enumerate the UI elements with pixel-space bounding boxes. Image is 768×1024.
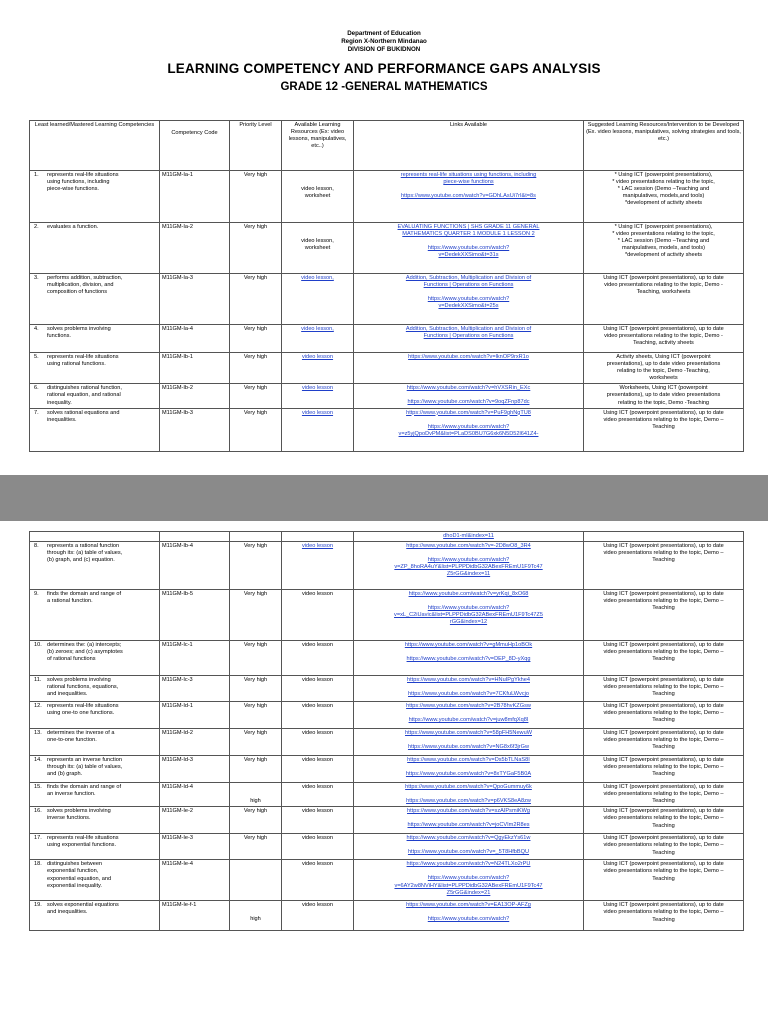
resource-link[interactable]: v=xL_C2iUavic&list=PLPPDidbG32ABexFREmU1F9Tc47Z5 [394, 612, 543, 619]
suggested-intervention: Worksheets, Using ICT (powerpoint presentations), up to date video presentations relating to the topic, Demo -Teaching [584, 384, 744, 408]
competency-text: and (b) graph. [47, 771, 83, 778]
resource-link[interactable]: https://www.youtube.com/watch?v=Ds5bTLNaS8I [407, 757, 530, 764]
resource-link[interactable]: https://www.youtube.com/watch? [427, 245, 510, 252]
priority-level: Very high [230, 834, 282, 860]
links-cell [354, 676, 584, 702]
competency-text: determines the inverse of a [47, 730, 115, 737]
competency-number: 17. [34, 835, 42, 842]
competency-number: 2. [34, 224, 39, 230]
competency-text: solves exponential equations [47, 902, 119, 909]
competency-cell [30, 676, 160, 702]
competency-text: represents real-life situations [47, 172, 119, 178]
competency-code: M11GM-Ib-5 [160, 590, 230, 641]
table-row [30, 384, 744, 408]
resource-link[interactable]: v=z5yjQpoDvPM&list=PLaDS0BU7G6xk6N5D52l641Z4- [398, 430, 539, 437]
competency-text: and inequalities. [47, 691, 88, 698]
resource-link[interactable]: https://www.youtube.com/watch?v=QgyEkzYs61w [406, 835, 531, 842]
suggested-intervention: Using ICT (powerpoint presentations), up to date video presentations relating to the topic, Demo – Teaching [584, 408, 744, 451]
resource-link[interactable]: https://www.youtube.com/watch?v=58pFH5NewuW [404, 730, 532, 737]
resource-link[interactable]: https://www.youtube.com/watch?v=QpoGummuy6k [405, 784, 532, 791]
suggested-intervention: Using ICT (powerpoint presentations), up to date video presentations relating to the topic, Demo – Teaching [584, 807, 744, 834]
competency-text: represents an inverse function [47, 757, 122, 764]
priority-level: Very high [230, 676, 282, 702]
continued-link[interactable]: dhoD1-mI&index=11 [443, 533, 494, 539]
competency-cell [30, 171, 160, 223]
learning-resource: video lesson [282, 702, 354, 729]
priority-level: Very high [230, 542, 282, 590]
resource-link[interactable]: https://www.youtube.com/watch?v=gMmuHp1oBOk [404, 642, 533, 649]
competency-number: 15. [34, 784, 42, 791]
division-name: DIVISION OF BUKIDNON [347, 46, 421, 53]
competency-code: M11GM-Ie-f-1 [160, 901, 230, 931]
competency-cell [30, 901, 160, 931]
resource-link[interactable]: https://www.youtube.com/watch?v=9oqZFnp87dc [407, 399, 530, 406]
competency-cell [30, 783, 160, 807]
col-header-competencies: Least learned/Mastered Learning Competencies [30, 121, 160, 171]
resource-link[interactable]: https://www.youtube.com/watch?v=juw8mfqXq8I [408, 717, 529, 724]
resource-link[interactable]: piece-wise functions [443, 179, 494, 186]
resource-link[interactable]: https://www.youtube.com/watch?v=8xTYGaF5B0A [405, 771, 532, 778]
competency-code: M11GM-Ie-4 [160, 860, 230, 901]
priority-level: Very high [230, 384, 282, 408]
priority-level [230, 860, 282, 901]
resource-link[interactable]: Z5rGG&index=21 [446, 889, 491, 896]
table-row [30, 274, 744, 325]
competency-text: an inverse function. [47, 791, 96, 798]
competency-table [29, 120, 744, 452]
competency-cell [30, 641, 160, 676]
competency-cell [30, 408, 160, 451]
resource-link[interactable]: https://www.youtube.com/watch?v=DEP_8D-yXqg [406, 656, 531, 663]
competency-text: composition of functions [47, 289, 108, 296]
competency-number: 13. [34, 730, 42, 737]
resource-link[interactable]: https://www.youtube.com/watch? [427, 557, 510, 564]
learning-resource: video lesson [282, 783, 354, 807]
competency-code: M11GM-Id-1 [160, 702, 230, 729]
learning-resource: video lesson [282, 676, 354, 702]
competency-text: (b) zeroes; and (c) asymptotes [47, 649, 123, 656]
competency-text: using one-to one functions. [47, 710, 115, 717]
competency-text: one-to-one function. [47, 737, 97, 744]
competency-number: 16. [34, 808, 42, 815]
competency-number: 7. [34, 409, 39, 416]
resource-link[interactable]: https://www.youtube.com/watch?v=joCVIm2R8es [407, 822, 530, 829]
priority-level: Very high [230, 702, 282, 729]
priority-level: Very high [230, 353, 282, 384]
competency-text: through its: (a) table of values, [47, 764, 123, 771]
table-row [30, 542, 744, 590]
competency-code: M11GM-Ia-4 [160, 325, 230, 353]
competency-text: represents a rational function [47, 543, 120, 550]
competency-number: 14. [34, 757, 42, 764]
competency-cell [30, 353, 160, 384]
suggested-intervention: Using ICT (powerpoint presentations), up to date video presentations relating to the topic, Demo – Teaching [584, 756, 744, 783]
resource-link[interactable]: v=ZP_8hoRA4uY&list=PLPPDidbG32ABexFREmU1F9Tc47 [394, 564, 543, 571]
competency-cell [30, 542, 160, 590]
table-row [30, 807, 744, 834]
competency-text: finds the domain and range of [47, 784, 122, 791]
competency-cell [30, 756, 160, 783]
competency-number: 5. [34, 354, 39, 360]
priority-level: high [230, 901, 282, 931]
suggested-intervention: Using ICT (powerpoint presentations), up to date video presentations relating to the topic, Demo – Teaching [584, 783, 744, 807]
priority-level: Very high [230, 223, 282, 274]
learning-resource[interactable]: video lesson [282, 542, 354, 590]
competency-number: 12. [34, 703, 42, 710]
competency-text: using functions, including [47, 179, 110, 186]
competency-code: M11GM-Ia-2 [160, 223, 230, 274]
competency-text: solves problems involving [47, 326, 111, 332]
resource-link[interactable]: rGG&index=12 [449, 619, 488, 626]
resource-link[interactable]: https://www.youtube.com/watch? [427, 875, 510, 882]
competency-code: M11GM-Id-2 [160, 729, 230, 756]
priority-level: Very high [230, 756, 282, 783]
grade-subtitle: GRADE 12 -GENERAL MATHEMATICS [280, 81, 488, 93]
learning-resource: video lesson [282, 807, 354, 834]
competency-text: performs addition, subtraction, [47, 275, 123, 281]
learning-resource: video lesson [282, 641, 354, 676]
document-title: LEARNING COMPETENCY AND PERFORMANCE GAPS ANALYSIS [167, 61, 601, 76]
table-header-row [30, 121, 744, 171]
resource-link[interactable]: https://www.youtube.com/watch? [427, 423, 510, 430]
competency-number: 1. [34, 172, 39, 178]
suggested-intervention: Using ICT (powerpoint presentations), up to date video presentations relating to the topic, Demo – Teaching [584, 702, 744, 729]
links-cell [354, 384, 584, 408]
document-header [0, 0, 768, 93]
col-header-suggested: Suggested Learning Resources/Intervention to be Developed (Ex. video lessons, manipulatives, solving strategies and tools, etc.) [584, 121, 744, 171]
competency-code: M11GM-Ib-1 [160, 353, 230, 384]
resource-link[interactable]: https://www.youtube.com/watch?v=7CKfuLWvcjo [408, 691, 529, 698]
priority-level: Very high [230, 171, 282, 223]
resource-link[interactable]: Functions | Operations on Functions [423, 282, 514, 289]
links-cell [354, 590, 584, 641]
competency-code: M11GM-Ib-4 [160, 542, 230, 590]
links-cell [354, 325, 584, 353]
competency-code: M11GM-Ia-3 [160, 274, 230, 325]
competency-text: represents real-life situations [47, 703, 119, 710]
suggested-intervention: * Using ICT (powerpoint presentations), * video presentations relating to the topic, * LAC session (Demo –Teaching and manipulatives, models,and tools) *development of activity sheets [584, 171, 744, 223]
suggested-intervention: * Using ICT (powerpoint presentations), * video presentations relating to the topic, * LAC session (Demo –Teaching and manipulatives, models, and tools) *development of activity sheets [584, 223, 744, 274]
links-cell [354, 834, 584, 860]
col-header-code: Competency Code [160, 121, 230, 171]
competency-text: represents real-life situations [47, 835, 119, 842]
suggested-intervention: Using ICT (powerpoint presentations), up to date video presentations relating to the topic, Demo – Teaching [584, 860, 744, 901]
competency-code: M11GM-Ic-1 [160, 641, 230, 676]
document-page-1 [0, 0, 768, 475]
table-row [30, 171, 744, 223]
table-row [30, 756, 744, 783]
competency-cell [30, 860, 160, 901]
competency-number: 10. [34, 642, 42, 649]
learning-resource[interactable]: video lesson, [282, 274, 354, 325]
suggested-intervention: Using ICT (powerpoint presentations), up to date video presentations relating to the topic, Demo – Teaching [584, 590, 744, 641]
competency-text: through its: (a) table of values, [47, 550, 123, 557]
competency-text: finds the domain and range of [47, 591, 122, 598]
links-cell [354, 756, 584, 783]
links-cell [354, 860, 584, 901]
priority-level: Very high [230, 274, 282, 325]
learning-resource[interactable]: video lesson, [282, 325, 354, 353]
competency-number: 3. [34, 275, 39, 281]
resource-link[interactable]: represents real-life situations using functions, including [400, 172, 537, 178]
resource-link[interactable]: EVALUATING FUNCTIONS | SHS GRADE 11 GENERAL [397, 224, 540, 230]
competency-code: M11GM-Ie-3 [160, 834, 230, 860]
links-cell [354, 274, 584, 325]
competency-code: M11GM-Ie-2 [160, 807, 230, 834]
col-header-links: Links Available [354, 121, 584, 171]
competency-number: 19. [34, 902, 42, 909]
competency-text: represents real-life situations [47, 354, 119, 360]
competency-cell [30, 325, 160, 353]
links-cell [354, 641, 584, 676]
competency-text: exponential inequality. [47, 882, 102, 889]
col-header-resources: Available Learning Resources (Ex: video lessons, manipulatives, etc..) [282, 121, 354, 171]
competency-number: 6. [34, 385, 39, 392]
resource-link[interactable]: https://www.youtube.com/watch?v=HNuIPgYkhe4 [407, 677, 530, 684]
table-row [30, 223, 744, 274]
resource-link[interactable]: https://www.youtube.com/watch?v=GDhLAsUi7rI&t=8s [401, 193, 536, 200]
competency-text: exponential equation, and [47, 875, 112, 882]
competency-text: and inequalities. [47, 909, 88, 916]
suggested-intervention: Using ICT (powerpoint presentations), up to date video presentations relating to the topic, Demo – Teaching [584, 901, 744, 931]
resource-link[interactable]: https://www.youtube.com/watch?v=yrKqi_8xO68 [408, 591, 529, 598]
resource-link[interactable]: https://www.youtube.com/watch? [427, 916, 510, 923]
table-row [30, 590, 744, 641]
suggested-intervention: Activity sheets, Using ICT (powerpoint presentations), up to date video presentations relating to the topic, Demo -Teaching, worksheets [584, 353, 744, 384]
competency-text: solves problems involving [47, 808, 111, 815]
department-name: Department of Education [347, 30, 421, 37]
suggested-intervention: Using ICT (powerpoint presentations), up to date video presentations relating to the topic, Demo – Teaching [584, 542, 744, 590]
competency-cell [30, 223, 160, 274]
competency-text: distinguishes rational function, [47, 385, 122, 392]
learning-resource: video lesson [282, 834, 354, 860]
competency-number: 9. [34, 591, 39, 598]
resource-link[interactable]: https://www.youtube.com/watch?v=p6VKS8eA8zw [406, 798, 531, 805]
resource-link[interactable]: Addition, Subtraction, Multiplication and Division of [405, 326, 532, 332]
resource-link[interactable]: https://www.youtube.com/watch?v=N24TLXo2rPU [406, 861, 531, 868]
table-row [30, 901, 744, 931]
suggested-intervention: Using ICT (powerpoint presentations), up to date video presentations relating to the topic, Demo – Teaching [584, 729, 744, 756]
competency-text: evaluates a function. [47, 224, 99, 230]
document-page-2 [0, 521, 768, 1024]
table-row [30, 702, 744, 729]
competency-text: solves problems involving [47, 677, 111, 684]
table-row [30, 834, 744, 860]
learning-resource[interactable]: video lesson [282, 353, 354, 384]
learning-resource: video lesson [282, 756, 354, 783]
competency-text: rational functions, equations, [47, 684, 119, 691]
resource-link[interactable]: https://www.youtube.com/watch?v=EA13OP-AFZg [406, 902, 531, 909]
competency-cell [30, 590, 160, 641]
learning-resource: video lesson [282, 590, 354, 641]
resource-link[interactable]: https://www.youtube.com/watch?v=-2D8wO8_3R4 [406, 543, 531, 550]
links-cell [354, 353, 584, 384]
resource-link[interactable]: https://www.youtube.com/watch?v=szAIPsmiKWg [407, 808, 530, 815]
table-row [30, 676, 744, 702]
competency-text: distinguishes between [47, 861, 103, 868]
suggested-intervention: Using ICT (powerpoint presentations), up to date video presentations relating to the topic, Demo – Teaching [584, 834, 744, 860]
competency-code: M11GM-Id-4 [160, 783, 230, 807]
learning-resource: video lesson [282, 729, 354, 756]
region-name: Region X-Northern Mindanao [341, 38, 427, 45]
competency-table-continued [29, 531, 744, 931]
resource-link[interactable]: v=6AY2w8NViHY&list=PLPPDidbG32ABexFREmU1F9Tc47 [394, 882, 543, 889]
competency-code: M11GM-Ib-2 [160, 384, 230, 408]
competency-code: M11GM-Ib-3 [160, 408, 230, 451]
competency-cell [30, 274, 160, 325]
col-header-priority: Priority Level [230, 121, 282, 171]
links-cell [354, 729, 584, 756]
competency-text: inverse functions. [47, 815, 91, 822]
suggested-intervention: Using ICT (powerpoint presentations), up to date video presentations relating to the topic, Demo – Teaching [584, 641, 744, 676]
competency-text: using exponential functions. [47, 842, 117, 849]
competency-text: inequality. [47, 399, 72, 406]
priority-level: high [230, 783, 282, 807]
learning-resource[interactable]: video lesson [282, 384, 354, 408]
resource-link[interactable]: v=DedekXXSimo&t=31s [438, 252, 499, 259]
competency-text: solves rational equations and [47, 409, 120, 416]
priority-level: Very high [230, 325, 282, 353]
learning-resource: video lesson [282, 860, 354, 901]
competency-text: functions. [47, 333, 71, 340]
resource-link[interactable]: https://www.youtube.com/watch?v=PuF9ghNgTU8 [406, 409, 531, 416]
competency-cell [30, 702, 160, 729]
competency-cell [30, 834, 160, 860]
resource-link[interactable]: https://www.youtube.com/watch?v=NG8x6f3jrGw [407, 744, 530, 751]
resource-link[interactable]: https://www.youtube.com/watch? [427, 605, 510, 612]
learning-resource: video lesson, worksheet [282, 171, 354, 223]
competency-code: M11GM-Ic-3 [160, 676, 230, 702]
links-cell [354, 408, 584, 451]
resource-link[interactable]: Z5rGG&index=11 [446, 571, 491, 578]
table-row [30, 783, 744, 807]
table-row [30, 353, 744, 384]
competency-number: 4. [34, 326, 39, 332]
priority-level: Very high [230, 729, 282, 756]
resource-link[interactable]: https://www.youtube.com/watch?v=hVXSRin_EXc [406, 385, 531, 392]
links-cell [354, 542, 584, 590]
learning-resource[interactable]: video lesson [282, 408, 354, 451]
resource-link[interactable]: MATHEMATICS QUARTER 1 MODULE 1 LESSON 2 [402, 231, 535, 238]
links-cell [354, 171, 584, 223]
resource-link[interactable]: https://www.youtube.com/watch?v=_5T8HfbBQU [407, 849, 530, 856]
competency-code: M11GM-Ia-1 [160, 171, 230, 223]
competency-text: of rational functions [47, 656, 96, 663]
suggested-intervention: Using ICT (powerpoint presentations), up to date video presentations relating to the topic, Demo - Teaching, activity sheets [584, 325, 744, 353]
competency-text: inequalities. [47, 416, 77, 423]
table-row [30, 729, 744, 756]
priority-level: Very high [230, 641, 282, 676]
resource-link[interactable]: https://www.youtube.com/watch?v=lknOP9rxR1o [408, 354, 529, 360]
priority-level: Very high [230, 807, 282, 834]
continuation-row [30, 532, 744, 542]
competency-text: using rational functions. [47, 361, 106, 368]
table-row [30, 408, 744, 451]
priority-level: Very high [230, 590, 282, 641]
table-row [30, 641, 744, 676]
links-cell [354, 223, 584, 274]
links-cell [354, 783, 584, 807]
links-cell [354, 807, 584, 834]
table-row [30, 325, 744, 353]
competency-cell [30, 729, 160, 756]
competency-text: piece-wise functions. [47, 186, 99, 193]
competency-text: (b) graph, and (c) equation. [47, 557, 115, 564]
resource-link[interactable]: Addition, Subtraction, Multiplication and Division of [405, 275, 532, 281]
competency-text: determines the: (a) intercepts; [47, 642, 122, 649]
resource-link[interactable]: v=DedekXXSimo&t=25s [438, 303, 499, 310]
learning-resource: video lesson [282, 901, 354, 931]
competency-cell [30, 807, 160, 834]
resource-link[interactable]: https://www.youtube.com/watch?v=2B78hvKZGsw [406, 703, 531, 710]
priority-level: Very high [230, 408, 282, 451]
competency-cell [30, 384, 160, 408]
resource-link[interactable]: https://www.youtube.com/watch? [427, 296, 510, 303]
competency-number: 8. [34, 543, 39, 550]
resource-link[interactable]: Functions | Operations on Functions [423, 333, 514, 340]
suggested-intervention: Using ICT (powerpoint presentations), up to date video presentations relating to the topic, Demo – Teaching [584, 676, 744, 702]
links-cell [354, 901, 584, 931]
table-row [30, 860, 744, 901]
competency-number: 11. [34, 677, 42, 684]
competency-text: a rational function. [47, 598, 93, 605]
competency-text: multiplication, division, and [47, 282, 114, 289]
competency-number: 18. [34, 861, 42, 868]
suggested-intervention: Using ICT (powerpoint presentations), up to date video presentations relating to the topic, Demo - Teaching, worksheets [584, 274, 744, 325]
learning-resource: video lesson, worksheet [282, 223, 354, 274]
competency-text: exponential function, [47, 868, 99, 875]
competency-text: rational equation, and rational [47, 392, 121, 399]
competency-code: M11GM-Id-3 [160, 756, 230, 783]
links-cell [354, 702, 584, 729]
